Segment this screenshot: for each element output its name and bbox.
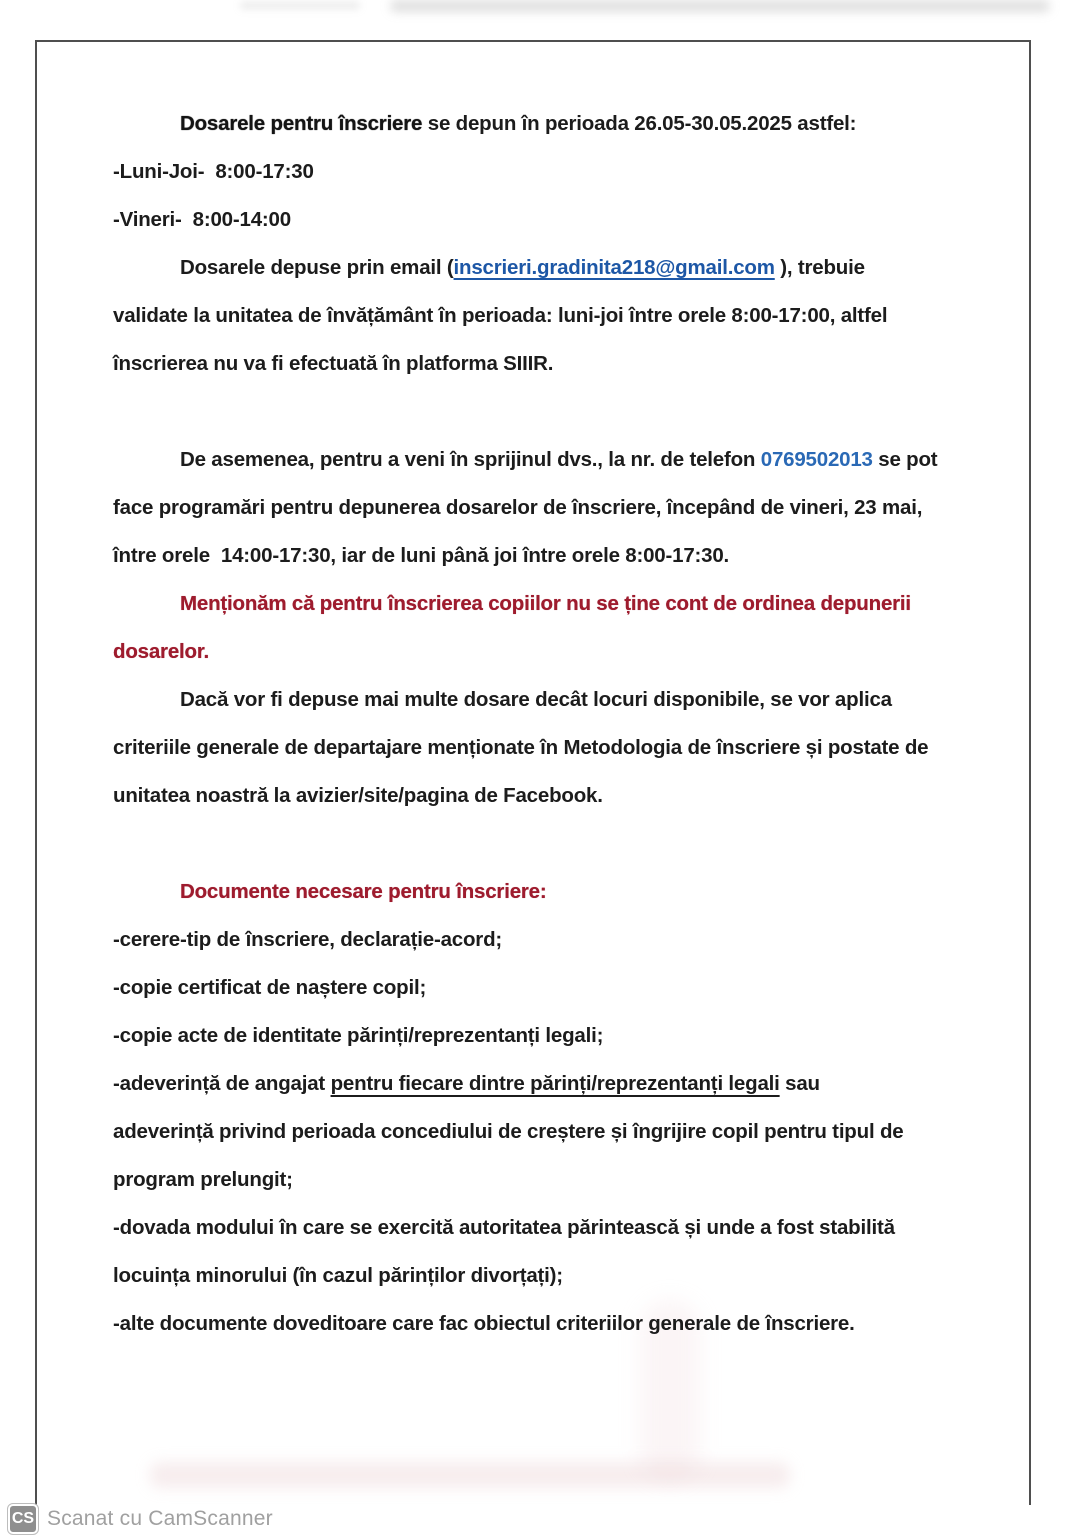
text-line xyxy=(113,484,1043,532)
section-heading xyxy=(113,868,1043,916)
text-run: program prelungit; xyxy=(113,1168,293,1191)
text-line xyxy=(113,676,1043,724)
text-run: Dosarele depuse prin email ( xyxy=(180,256,454,279)
blank-line xyxy=(113,388,1043,436)
text-run: între orele 14:00-17:30, iar de luni până joi între orele 8:00-17:30. xyxy=(113,544,730,567)
document-list-item: -cerere-tip de înscriere, declarație-acord; xyxy=(113,928,503,951)
schedule-monday-thursday: -Luni-Joi- 8:00-17:30 xyxy=(113,160,314,183)
text-line xyxy=(113,292,1043,340)
scan-artifact-top xyxy=(240,2,360,9)
text-line xyxy=(113,1300,1043,1348)
text-line xyxy=(113,196,1043,244)
text-line xyxy=(113,148,1043,196)
phone-number: 0769502013 xyxy=(760,448,873,471)
text-run: locuința minorului (în cazul părinților divorțați); xyxy=(113,1264,563,1287)
doc-title-emphasis: Dosarele pentru înscriere xyxy=(180,112,428,135)
text-line xyxy=(113,1252,1043,1300)
document-list-item: -dovada modului în care se exercită autoritatea părintească și unde a fost stabilită xyxy=(113,1216,895,1239)
text-line xyxy=(113,580,1043,628)
notice-red-text: dosarelor. xyxy=(113,640,209,663)
text-run: ), trebuie xyxy=(774,256,865,279)
text-line xyxy=(113,916,1043,964)
section-heading-text: Documente necesare pentru înscriere: xyxy=(180,880,547,903)
text-line xyxy=(113,1060,1043,1108)
blank-line xyxy=(113,820,1043,868)
text-line xyxy=(113,436,1043,484)
text-run: De asemenea, pentru a veni în sprijinul dvs., la nr. de telefon xyxy=(180,448,761,471)
text-run: se depun în perioada 26.05-30.05.2025 astfel: xyxy=(427,112,857,135)
camscanner-watermark-text: Scanat cu CamScanner xyxy=(47,1507,273,1530)
text-line xyxy=(113,964,1043,1012)
notice-red-text: Menționăm că pentru înscrierea copiilor nu se ține cont de ordinea depunerii xyxy=(180,592,911,615)
text-line xyxy=(113,1012,1043,1060)
document-list-item: -alte documente doveditoare care fac obiectul criteriilor generale de înscriere. xyxy=(113,1312,855,1335)
document-body xyxy=(113,100,1043,1348)
text-line xyxy=(113,100,1043,148)
text-line xyxy=(113,724,1043,772)
text-run: unitatea noastră la avizier/site/pagina de Facebook. xyxy=(113,784,603,807)
text-run: sau xyxy=(779,1072,820,1095)
text-run: validate la unitatea de învățământ în perioada: luni-joi între orele 8:00-17:00, altfel xyxy=(113,304,888,327)
text-line xyxy=(113,628,1043,676)
camscanner-logo-icon: CS xyxy=(8,1504,38,1534)
text-run: adeverință privind perioada concediului de creștere și îngrijire copil pentru tipul de xyxy=(113,1120,904,1143)
text-run: se pot xyxy=(872,448,938,471)
scan-artifact-top xyxy=(390,0,1050,12)
text-line xyxy=(113,772,1043,820)
text-run: înscrierea nu va fi efectuată în platforma SIIIR. xyxy=(113,352,554,375)
document-list-item: -copie certificat de naștere copil; xyxy=(113,976,427,999)
text-line xyxy=(113,340,1043,388)
email-link[interactable]: inscrieri.gradinita218@gmail.com xyxy=(453,256,775,279)
text-run: Dacă vor fi depuse mai multe dosare decât locuri disponibile, se vor aplica xyxy=(180,688,892,711)
text-run: face programări pentru depunerea dosarelor de înscriere, începând de vineri, 23 mai, xyxy=(113,496,923,519)
document-list-item: -adeverință de angajat xyxy=(113,1072,331,1095)
camscanner-watermark xyxy=(8,1502,273,1536)
underlined-emphasis: pentru fiecare dintre părinți/reprezentanți legali xyxy=(330,1072,780,1095)
text-run: criteriile generale de departajare menționate în Metodologia de înscriere și postate de xyxy=(113,736,929,759)
text-line xyxy=(113,244,1043,292)
text-line xyxy=(113,1204,1043,1252)
text-line xyxy=(113,1156,1043,1204)
schedule-friday: -Vineri- 8:00-14:00 xyxy=(113,208,291,231)
text-line xyxy=(113,532,1043,580)
text-line xyxy=(113,1108,1043,1156)
document-list-item: -copie acte de identitate părinți/reprezentanți legali; xyxy=(113,1024,604,1047)
